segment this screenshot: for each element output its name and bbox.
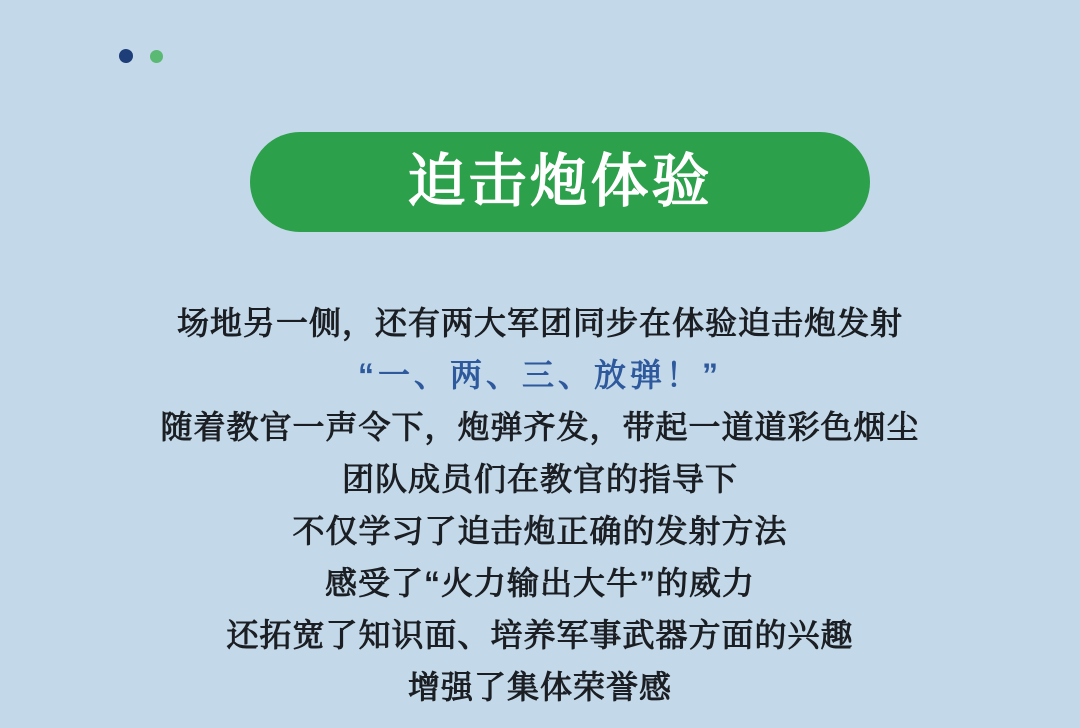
green-dot-icon [150, 50, 163, 63]
text-line: 团队成员们在教官的指导下 [341, 461, 738, 497]
text-line: 不仅学习了迫击炮正确的发射方法 [292, 513, 788, 549]
body-text-block [0, 297, 1080, 713]
section-title: 迫击炮体验 [407, 149, 713, 214]
section-title-banner [250, 132, 870, 232]
text-line: 还拓宽了知识面、培养军事武器方面的兴趣 [226, 617, 854, 653]
decor-dots [119, 49, 163, 63]
text-line-highlight: “一、两、三、放弹！” [357, 357, 722, 393]
text-line: 随着教官一声令下，炮弹齐发，带起一道道彩色烟尘 [160, 409, 920, 445]
text-line: 感受了“火力输出大牛”的威力 [324, 565, 755, 601]
text-line: 场地另一侧，还有两大军团同步在体验迫击炮发射 [176, 305, 903, 341]
text-line: 增强了集体荣誉感 [407, 669, 672, 705]
blue-dot-icon [119, 49, 133, 63]
